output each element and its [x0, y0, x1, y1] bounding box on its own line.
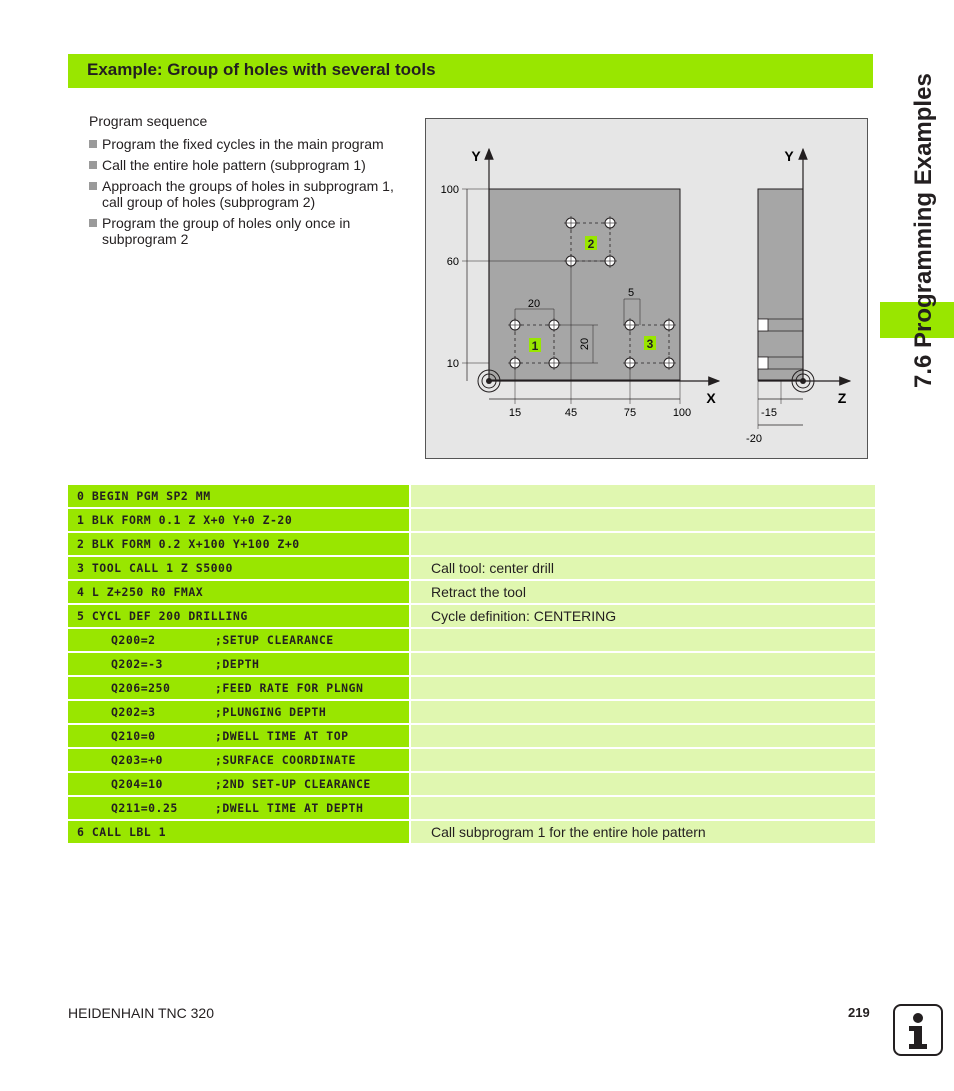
section-title: Example: Group of holes with several tools: [87, 60, 436, 79]
description-cell: [411, 749, 875, 771]
table-row: [68, 485, 875, 507]
hole-pattern-drawing: [425, 118, 868, 459]
list-item: Program the fixed cycles in the main program: [89, 136, 409, 152]
side-chapter-title: 7.6 Programming Examples: [910, 73, 937, 388]
info-icon: [893, 1004, 943, 1056]
table-row: [68, 533, 875, 555]
description-cell: [411, 701, 875, 723]
nc-code-cell: Q200=2 ;SETUP CLEARANCE: [68, 629, 409, 651]
dim-y10: 10: [446, 358, 459, 370]
technical-drawing: [426, 119, 869, 460]
description-cell: [411, 653, 875, 675]
dim-z-20: -20: [746, 433, 762, 445]
section-header: [68, 54, 873, 88]
list-item: Call the entire hole pattern (subprogram 1): [89, 157, 409, 173]
dim-z-15: -15: [761, 407, 777, 419]
table-row: [68, 821, 875, 843]
table-row: [68, 797, 875, 819]
description-cell: [411, 485, 875, 507]
page-number: 219: [848, 1005, 870, 1020]
group-label-2: 2: [587, 237, 595, 251]
table-row: [68, 653, 875, 675]
footer-product: HEIDENHAIN TNC 320: [68, 1005, 215, 1021]
dim-20-vertical: 20: [579, 337, 591, 351]
nc-code-cell: 2 BLK FORM 0.2 X+100 Y+100 Z+0: [68, 533, 409, 555]
axis-label-y: Y: [471, 148, 481, 164]
table-row: [68, 749, 875, 771]
table-row: [68, 773, 875, 795]
nc-code-cell: Q211=0.25 ;DWELL TIME AT DEPTH: [68, 797, 409, 819]
table-row: [68, 677, 875, 699]
table-row: [68, 509, 875, 531]
nc-code-cell: Q203=+0 ;SURFACE COORDINATE: [68, 749, 409, 771]
nc-code-cell: 3 TOOL CALL 1 Z S5000: [68, 557, 409, 579]
dim-y100: 100: [440, 184, 459, 196]
table-row: [68, 629, 875, 651]
table-row: [68, 605, 875, 627]
axis-label-y-side: Y: [784, 148, 794, 164]
sequence-list: [89, 136, 409, 247]
axis-label-z: Z: [837, 390, 847, 406]
nc-code-cell: Q210=0 ;DWELL TIME AT TOP: [68, 725, 409, 747]
nc-code-cell: Q206=250 ;FEED RATE FOR PLNGN: [68, 677, 409, 699]
description-cell: [411, 533, 875, 555]
dim-x75: 75: [623, 407, 637, 419]
dim-x15: 15: [508, 407, 522, 419]
workpiece-side-view: [758, 189, 803, 380]
description-cell: [411, 629, 875, 651]
intro-section: [89, 113, 409, 252]
table-row: [68, 581, 875, 603]
group-label-3: 3: [646, 337, 654, 351]
bullet-square-icon: [89, 140, 97, 148]
dim-20-horizontal: 20: [527, 298, 541, 310]
nc-code-cell: 6 CALL LBL 1: [68, 821, 409, 843]
description-cell: Retract the tool: [411, 581, 875, 603]
list-item: Approach the groups of holes in subprogram 1, call group of holes (subprogram 2): [89, 178, 409, 210]
dim-x45: 45: [564, 407, 578, 419]
table-row: [68, 557, 875, 579]
dim-5: 5: [627, 287, 635, 299]
table-row: [68, 701, 875, 723]
description-cell: Call tool: center drill: [411, 557, 875, 579]
description-cell: [411, 797, 875, 819]
bullet-square-icon: [89, 182, 97, 190]
description-cell: Call subprogram 1 for the entire hole pattern: [411, 821, 875, 843]
nc-code-cell: Q202=-3 ;DEPTH: [68, 653, 409, 675]
description-cell: [411, 725, 875, 747]
table-row: [68, 725, 875, 747]
nc-code-cell: Q202=3 ;PLUNGING DEPTH: [68, 701, 409, 723]
bullet-square-icon: [89, 161, 97, 169]
description-cell: [411, 677, 875, 699]
description-cell: [411, 509, 875, 531]
axis-label-x: X: [706, 390, 716, 406]
program-sequence-label: Program sequence: [89, 113, 208, 129]
description-cell: [411, 773, 875, 795]
nc-code-cell: 4 L Z+250 R0 FMAX: [68, 581, 409, 603]
dim-y60: 60: [446, 256, 459, 268]
bullet-square-icon: [89, 219, 97, 227]
list-item: Program the group of holes only once in subprogram 2: [89, 215, 409, 247]
nc-code-cell: 0 BEGIN PGM SP2 MM: [68, 485, 409, 507]
workpiece-top-view: [489, 189, 680, 380]
dim-x100: 100: [672, 407, 692, 419]
description-cell: Cycle definition: CENTERING: [411, 605, 875, 627]
nc-program-listing: [68, 485, 875, 845]
group-label-1: 1: [531, 339, 539, 353]
nc-code-cell: 1 BLK FORM 0.1 Z X+0 Y+0 Z-20: [68, 509, 409, 531]
nc-code-cell: Q204=10 ;2ND SET-UP CLEARANCE: [68, 773, 409, 795]
nc-code-cell: 5 CYCL DEF 200 DRILLING: [68, 605, 409, 627]
